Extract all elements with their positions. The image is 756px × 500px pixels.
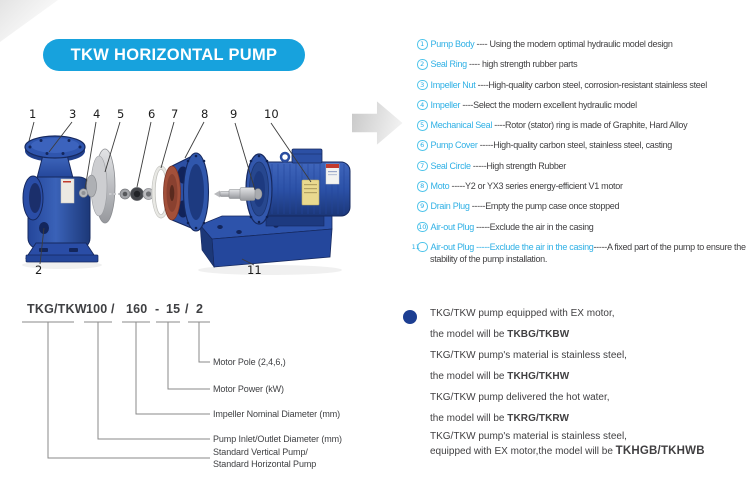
part-desc: ----High-quality carbon steel, corrosion-resistant stainless steel <box>475 79 707 90</box>
part-desc: -----Exclude the air in the casing <box>473 221 594 232</box>
part-desc: -----A fixed part of the pump to ensure the stability of the pump installation. <box>430 241 746 265</box>
ex-variant <box>430 303 750 345</box>
ex-variant <box>430 387 750 429</box>
motor <box>214 149 350 226</box>
callout-10: 10 <box>264 107 279 121</box>
model-code-power: 15 <box>166 302 181 316</box>
pump-body <box>23 136 98 262</box>
part-desc: ---- Using the modern optimal hydraulic model design <box>474 39 673 49</box>
list-item <box>417 160 756 180</box>
part-desc: -----Y2 or YX3 series energy-efficient V1 motor <box>449 181 623 192</box>
part-desc: -----High strength Rubber <box>470 160 566 171</box>
bullet-dot <box>403 310 417 324</box>
variant-model: the model will be TKRG/TKRW <box>430 413 570 424</box>
circled-number: 7 <box>417 161 428 172</box>
body-label <box>61 179 74 203</box>
model-code-connectors <box>20 316 220 468</box>
part-name: Air-out Plug <box>430 241 474 252</box>
pump-exploded-diagram <box>8 98 398 293</box>
callout-9: 9 <box>230 107 238 121</box>
circled-number: 11 <box>417 242 428 253</box>
list-item <box>417 139 756 159</box>
part-name: Impeller Nut <box>430 79 476 90</box>
variant-condition: TKG/TKW pump's material is stainless steel, <box>430 431 627 442</box>
callout-7: 7 <box>171 107 179 121</box>
part-desc: -----Empty the pump case once stopped <box>469 201 620 212</box>
list-item <box>417 200 756 220</box>
list-item <box>417 180 756 200</box>
motor-shaft <box>214 188 255 201</box>
motor-lifting-eye <box>281 153 289 161</box>
ex-variant <box>430 345 750 387</box>
label-motor-power: Motor Power (kW) <box>213 384 284 394</box>
list-item <box>417 119 756 139</box>
page-title: TKW HORIZONTAL PUMP <box>70 45 278 64</box>
part-name: Pump Cover <box>430 140 478 151</box>
circled-number: 4 <box>417 100 428 111</box>
label-pump-type-line1: Standard Vertical Pump/ <box>213 447 308 457</box>
list-item <box>411 241 756 266</box>
circled-number: 8 <box>417 181 428 192</box>
callout-4: 4 <box>93 107 101 121</box>
part-desc: ----Rotor (stator) ring is made of Graphite, Hard Alloy <box>492 120 688 131</box>
variant-condition: TKG/TKW pump's material is stainless steel, <box>430 350 627 361</box>
model-code: TKRG/TKRW <box>507 413 570 424</box>
model-code-size: 100 <box>86 302 108 316</box>
part-name: Mechanical Seal <box>430 120 493 131</box>
callout-3: 3 <box>69 107 77 121</box>
label-pump-type-line2: Standard Horizontal Pump <box>213 459 317 469</box>
list-item <box>417 79 756 99</box>
part-desc: ---- high strength rubber parts <box>466 59 578 70</box>
parts-list <box>411 38 756 266</box>
variant-model: equipped with EX motor,the model will be TKHGB/TKHWB <box>430 445 705 457</box>
circled-number: 9 <box>417 201 428 212</box>
mechanical-seal <box>120 188 154 201</box>
part-name: Air-out Plug <box>430 221 474 232</box>
circled-number: 6 <box>417 140 428 151</box>
callout-11: 11 <box>247 263 262 277</box>
part-name: Seal Circle <box>430 160 471 171</box>
part-name: Seal Ring <box>430 59 467 70</box>
list-item <box>417 99 756 119</box>
label-inlet-outlet: Pump Inlet/Outlet Diameter (mm) <box>213 434 342 444</box>
part-name: Moto <box>430 181 450 192</box>
model-code: TKBG/TKBW <box>507 329 570 340</box>
variant-model: the model will be TKBG/TKBW <box>430 329 570 340</box>
part-desc: -----High-quality carbon steel, stainless steel, casting <box>477 140 673 151</box>
list-item <box>417 221 756 241</box>
pump-cover <box>164 153 209 231</box>
model-code-prefix: TKG/TKW <box>27 302 87 316</box>
list-item <box>417 38 756 58</box>
part-name: Impeller <box>430 99 461 110</box>
model-code-slash2: / <box>185 302 189 316</box>
ex-variant <box>430 429 750 459</box>
part-name: Drain Plug <box>430 201 470 212</box>
callout-6: 6 <box>148 107 156 121</box>
model-code: TKHGB/TKHWB <box>615 445 705 457</box>
circled-number: 5 <box>417 120 428 131</box>
ex-variants <box>430 303 750 459</box>
label-motor-pole: Motor Pole (2,4,6,) <box>213 357 286 367</box>
model-code-dash: - <box>155 302 160 316</box>
callout-8: 8 <box>201 107 209 121</box>
label-pump-type <box>213 446 316 470</box>
callout-1: 1 <box>29 107 37 121</box>
circled-number: 2 <box>417 59 428 70</box>
model-code-diam: 160 <box>126 302 148 316</box>
title-banner <box>43 39 305 71</box>
list-item <box>417 58 756 78</box>
corner-decoration <box>0 0 58 42</box>
variant-model: the model will be TKHG/TKHW <box>430 371 570 382</box>
callout-5: 5 <box>117 107 125 121</box>
variant-condition: TKG/TKW pump delivered the hot water, <box>430 392 610 403</box>
part-desc: ----Select the modern excellent hydraulic model <box>460 99 637 110</box>
callout-2: 2 <box>35 263 43 277</box>
circled-number: 3 <box>417 80 428 91</box>
model-code: TKHG/TKHW <box>507 371 570 382</box>
model-code-slash: / <box>111 302 115 316</box>
circled-number: 1 <box>417 39 428 50</box>
variant-condition: TKG/TKW pump equipped with EX motor, <box>430 308 615 319</box>
circled-number: 10 <box>418 222 427 231</box>
label-impeller-diam: Impeller Nominal Diameter (mm) <box>213 409 341 419</box>
model-code-pole: 2 <box>196 302 204 316</box>
part-desc-blue: -----Exclude the air in the casing <box>473 241 594 252</box>
part-name: Pump Body <box>430 39 475 49</box>
